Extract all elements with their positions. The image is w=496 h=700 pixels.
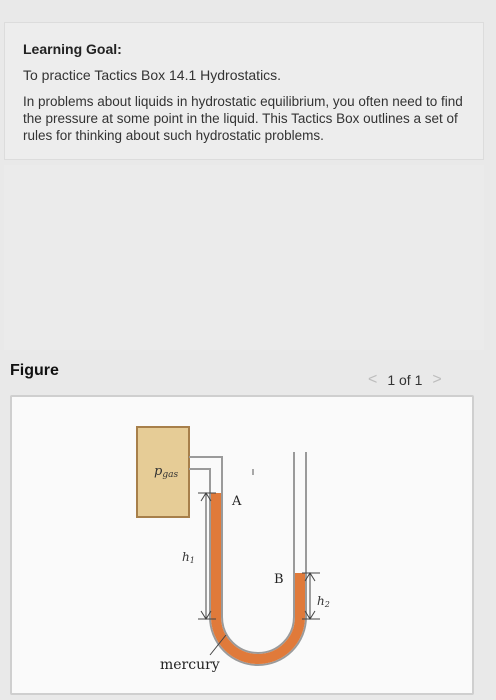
learning-goal-card [4, 22, 484, 160]
h1-label: h1 [182, 550, 195, 565]
point-b-label: B [274, 572, 284, 587]
mercury-column [216, 493, 300, 659]
mercury-label: mercury [160, 657, 220, 673]
point-a-label: A [232, 494, 242, 509]
next-figure-button[interactable]: > [432, 371, 442, 388]
figure-page-indicator: 1 of 1 [387, 372, 423, 388]
figure-frame [10, 395, 474, 695]
gas-pressure-label: pgas [154, 464, 179, 480]
h2-label: h2 [317, 594, 330, 609]
figure-heading: Figure [10, 362, 59, 379]
tube-inner-wall [189, 452, 306, 665]
blank-content-area [4, 165, 484, 350]
learning-goal-subtitle: To practice Tactics Box 14.1 Hydrostatics. [23, 67, 282, 83]
tube-outer-wall [189, 452, 294, 653]
figure-pager [368, 371, 442, 389]
manometer-diagram [12, 397, 472, 693]
learning-goal-body: In problems about liquids in hydrostatic equilibrium, you often need to find the pressure at some point in the liquid. This Tactics Box outlines a set of rules for thinking about such hydrostatic problems. [23, 94, 463, 143]
learning-goal-title: Learning Goal: [23, 41, 122, 57]
prev-figure-button[interactable]: < [368, 371, 378, 388]
